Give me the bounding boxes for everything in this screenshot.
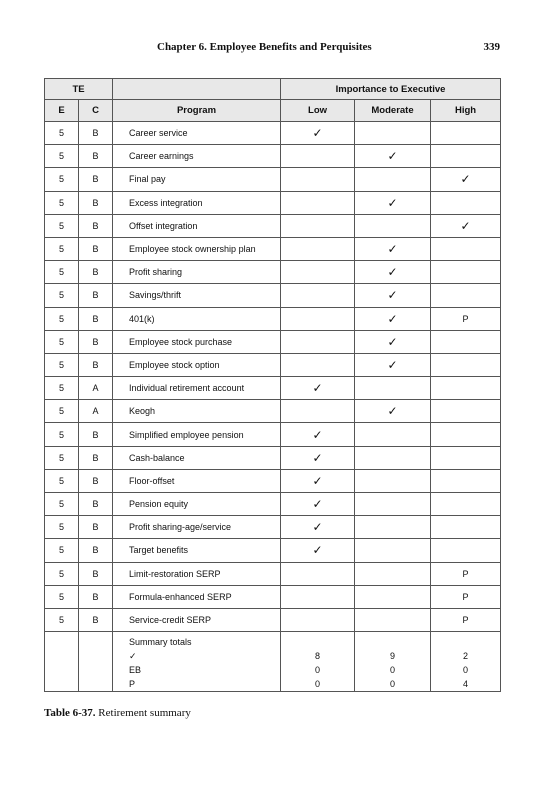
- table-row: [45, 539, 501, 562]
- cell-low: [281, 191, 355, 214]
- cell-moderate: ✓: [355, 353, 431, 376]
- retirement-summary-table: [44, 78, 501, 692]
- table-row: [45, 145, 501, 168]
- col-header-program: Program: [113, 100, 281, 122]
- cell-program: Final pay: [113, 168, 281, 191]
- cell-low: [281, 168, 355, 191]
- table-row: [45, 191, 501, 214]
- cell-low: [281, 562, 355, 585]
- cell-program: Offset integration: [113, 214, 281, 237]
- summary-high-value: 2: [463, 651, 469, 662]
- table-row: [45, 122, 501, 145]
- cell-c: B: [79, 284, 113, 307]
- cell-program: Individual retirement account: [113, 377, 281, 400]
- cell-e: 5: [45, 145, 79, 168]
- cell-c: B: [79, 353, 113, 376]
- cell-e: 5: [45, 539, 79, 562]
- cell-moderate: ✓: [355, 145, 431, 168]
- cell-e: 5: [45, 284, 79, 307]
- chapter-title: Chapter 6. Employee Benefits and Perquisites: [157, 41, 372, 53]
- cell-program: Profit sharing-age/service: [113, 516, 281, 539]
- table-row: [45, 168, 501, 191]
- cell-c: B: [79, 214, 113, 237]
- table-row: [45, 608, 501, 631]
- cell-high: [431, 377, 501, 400]
- cell-high: [431, 539, 501, 562]
- cell-e: 5: [45, 122, 79, 145]
- col-header-e: E: [45, 100, 79, 122]
- group-header-te: TE: [45, 79, 113, 100]
- table-caption: [44, 707, 191, 719]
- summary-moderate-value: 9: [390, 651, 396, 662]
- summary-moderate-value: 0: [390, 665, 396, 676]
- cell-e: 5: [45, 307, 79, 330]
- cell-moderate: [355, 423, 431, 446]
- table-row: [45, 237, 501, 260]
- cell-c: B: [79, 539, 113, 562]
- cell-moderate: [355, 585, 431, 608]
- cell-e: 5: [45, 608, 79, 631]
- cell-moderate: [355, 562, 431, 585]
- cell-c: B: [79, 261, 113, 284]
- table-row: [45, 377, 501, 400]
- summary-line-label: ✓: [129, 651, 137, 662]
- summary-low-value: 8: [315, 651, 321, 662]
- cell-high: [431, 237, 501, 260]
- cell-program: Pension equity: [113, 493, 281, 516]
- table-row: [45, 214, 501, 237]
- cell-c: B: [79, 191, 113, 214]
- cell-program: Profit sharing: [113, 261, 281, 284]
- cell-e: 5: [45, 214, 79, 237]
- cell-low: [281, 261, 355, 284]
- cell-program: Career service: [113, 122, 281, 145]
- cell-moderate: ✓: [355, 307, 431, 330]
- cell-high: [431, 261, 501, 284]
- cell-program: Savings/thrift: [113, 284, 281, 307]
- cell-c: B: [79, 145, 113, 168]
- cell-c: B: [79, 562, 113, 585]
- cell-moderate: [355, 539, 431, 562]
- cell-low: [281, 214, 355, 237]
- cell-e: 5: [45, 562, 79, 585]
- cell-low: [281, 284, 355, 307]
- cell-high: [431, 423, 501, 446]
- cell-c: B: [79, 585, 113, 608]
- cell-moderate: [355, 516, 431, 539]
- cell-moderate: ✓: [355, 191, 431, 214]
- table-row: [45, 330, 501, 353]
- cell-c: B: [79, 446, 113, 469]
- page-number: 339: [483, 41, 500, 53]
- cell-program: Formula-enhanced SERP: [113, 585, 281, 608]
- cell-low: ✓: [281, 423, 355, 446]
- cell-low: [281, 145, 355, 168]
- cell-program: Simplified employee pension: [113, 423, 281, 446]
- cell-program: Service-credit SERP: [113, 608, 281, 631]
- col-header-c: C: [79, 100, 113, 122]
- cell-low: [281, 400, 355, 423]
- cell-program: Excess integration: [113, 191, 281, 214]
- cell-e: 5: [45, 353, 79, 376]
- cell-program: Keogh: [113, 400, 281, 423]
- table-row: [45, 284, 501, 307]
- cell-c: B: [79, 493, 113, 516]
- cell-low: [281, 353, 355, 376]
- cell-e: 5: [45, 400, 79, 423]
- group-header-importance: Importance to Executive: [281, 79, 501, 100]
- cell-high: P: [431, 307, 501, 330]
- table-row: [45, 446, 501, 469]
- cell-e: 5: [45, 330, 79, 353]
- page-header: [44, 41, 500, 57]
- cell-e: 5: [45, 423, 79, 446]
- header-row-columns: [45, 100, 501, 122]
- cell-high: [431, 330, 501, 353]
- cell-high: [431, 446, 501, 469]
- cell-low: [281, 608, 355, 631]
- cell-high: [431, 400, 501, 423]
- cell-program: Employee stock option: [113, 353, 281, 376]
- cell-c: B: [79, 469, 113, 492]
- cell-high: [431, 284, 501, 307]
- cell-c: A: [79, 400, 113, 423]
- table-row: [45, 585, 501, 608]
- summary-label-cell: [113, 632, 281, 692]
- cell-moderate: [355, 214, 431, 237]
- cell-c: B: [79, 608, 113, 631]
- cell-low: ✓: [281, 539, 355, 562]
- cell-e: 5: [45, 168, 79, 191]
- cell-moderate: ✓: [355, 284, 431, 307]
- cell-e: 5: [45, 469, 79, 492]
- cell-high: [431, 122, 501, 145]
- cell-e: 5: [45, 446, 79, 469]
- cell-low: ✓: [281, 122, 355, 145]
- cell-e: 5: [45, 493, 79, 516]
- cell-low: ✓: [281, 469, 355, 492]
- cell-c: B: [79, 423, 113, 446]
- cell-low: ✓: [281, 446, 355, 469]
- cell-high: P: [431, 585, 501, 608]
- cell-c: B: [79, 168, 113, 191]
- cell-program: Target benefits: [113, 539, 281, 562]
- table-row: [45, 400, 501, 423]
- cell-low: [281, 330, 355, 353]
- summary-high-value: 0: [463, 665, 469, 676]
- cell-high: [431, 516, 501, 539]
- cell-high: ✓: [431, 214, 501, 237]
- cell-low: [281, 237, 355, 260]
- cell-high: P: [431, 562, 501, 585]
- cell-moderate: [355, 122, 431, 145]
- summary-moderate-value: 0: [390, 679, 396, 690]
- table-row: [45, 353, 501, 376]
- cell-moderate: [355, 469, 431, 492]
- summary-low-value: 0: [315, 665, 321, 676]
- summary-low-value: 0: [315, 679, 321, 690]
- cell-high: P: [431, 608, 501, 631]
- table-row: [45, 562, 501, 585]
- cell-moderate: [355, 446, 431, 469]
- table-row: [45, 307, 501, 330]
- col-header-low: Low: [281, 100, 355, 122]
- summary-moderate-cell: [355, 632, 431, 692]
- cell-high: [431, 353, 501, 376]
- cell-program: Career earnings: [113, 145, 281, 168]
- table-body: [45, 122, 501, 692]
- cell-moderate: ✓: [355, 237, 431, 260]
- cell-moderate: ✓: [355, 261, 431, 284]
- cell-c: B: [79, 122, 113, 145]
- cell-e: 5: [45, 516, 79, 539]
- summary-e-cell: [45, 632, 79, 692]
- header-row-group: [45, 79, 501, 100]
- cell-low: [281, 307, 355, 330]
- cell-e: 5: [45, 585, 79, 608]
- cell-moderate: [355, 168, 431, 191]
- col-header-high: High: [431, 100, 501, 122]
- summary-c-cell: [79, 632, 113, 692]
- table-row: [45, 493, 501, 516]
- cell-e: 5: [45, 261, 79, 284]
- cell-program: Cash-balance: [113, 446, 281, 469]
- cell-e: 5: [45, 191, 79, 214]
- cell-e: 5: [45, 237, 79, 260]
- summary-high-cell: [431, 632, 501, 692]
- cell-high: [431, 469, 501, 492]
- cell-high: [431, 493, 501, 516]
- table-row: [45, 516, 501, 539]
- cell-high: [431, 191, 501, 214]
- summary-line-label: P: [129, 679, 136, 690]
- cell-moderate: [355, 608, 431, 631]
- caption-label: Table 6-37.: [44, 707, 96, 719]
- cell-program: Floor-offset: [113, 469, 281, 492]
- cell-moderate: [355, 377, 431, 400]
- cell-c: B: [79, 330, 113, 353]
- summary-high-value: 4: [463, 679, 469, 690]
- col-header-moderate: Moderate: [355, 100, 431, 122]
- table-row: [45, 423, 501, 446]
- cell-c: B: [79, 237, 113, 260]
- cell-c: B: [79, 307, 113, 330]
- table-row: [45, 469, 501, 492]
- cell-program: Employee stock purchase: [113, 330, 281, 353]
- cell-c: A: [79, 377, 113, 400]
- cell-c: B: [79, 516, 113, 539]
- summary-row: [45, 632, 501, 692]
- caption-text: Retirement summary: [98, 707, 191, 719]
- cell-program: 401(k): [113, 307, 281, 330]
- table-row: [45, 261, 501, 284]
- cell-low: [281, 585, 355, 608]
- cell-program: Limit-restoration SERP: [113, 562, 281, 585]
- summary-title: Summary totals: [129, 637, 192, 648]
- cell-low: ✓: [281, 516, 355, 539]
- cell-moderate: ✓: [355, 330, 431, 353]
- cell-high: ✓: [431, 168, 501, 191]
- cell-moderate: ✓: [355, 400, 431, 423]
- cell-low: ✓: [281, 493, 355, 516]
- summary-line-label: EB: [129, 665, 142, 676]
- cell-e: 5: [45, 377, 79, 400]
- summary-low-cell: [281, 632, 355, 692]
- cell-high: [431, 145, 501, 168]
- group-header-blank: [113, 79, 281, 100]
- cell-moderate: [355, 493, 431, 516]
- cell-low: ✓: [281, 377, 355, 400]
- cell-program: Employee stock ownership plan: [113, 237, 281, 260]
